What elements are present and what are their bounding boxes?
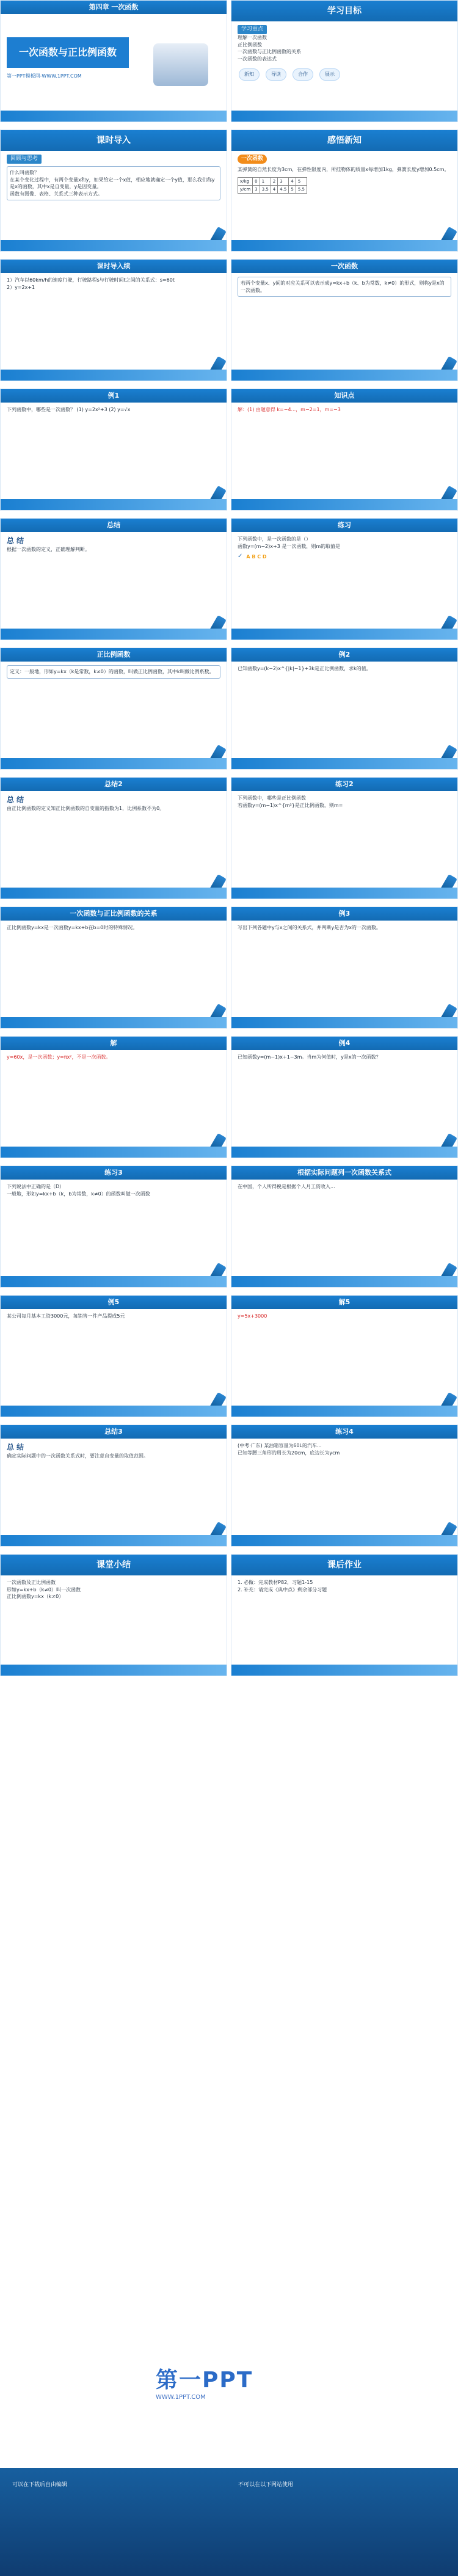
- recap-2: 形如y=kx+b（k≠0）叫一次函数: [7, 1586, 81, 1593]
- goal-2: 正比例函数: [238, 42, 262, 48]
- slide-11-header: 正比例函数: [1, 648, 227, 662]
- slide-24: [231, 1425, 458, 1547]
- goal-4: 一次函数的表达式: [238, 56, 277, 62]
- slide-10-header: 练习: [231, 519, 457, 532]
- slide-2: [231, 0, 458, 122]
- summary-title: 总 结: [7, 536, 24, 545]
- slide-8-footer: [231, 499, 457, 510]
- slide-13: [0, 777, 227, 899]
- slide-7: [0, 389, 227, 511]
- practice4-q1: (中考·广东) 某油箱容量为60L的汽车...: [238, 1443, 322, 1448]
- practice4-q2: 已知等腰三角形的周长为20cm，底边长为ycm: [238, 1450, 340, 1456]
- slide-9-header: 总结: [1, 519, 227, 532]
- slide-26-header: 课后作业: [231, 1555, 457, 1575]
- slide-13-header: 总结2: [1, 778, 227, 791]
- slide-14-footer: [231, 888, 457, 899]
- summary-title: 总 结: [7, 795, 24, 804]
- slide-3-header: 课时导入: [1, 130, 227, 151]
- slide-16-footer: [231, 1017, 457, 1028]
- bottom-banner: [0, 2468, 458, 2576]
- review-text: 什么叫函数？ 在某个变化过程中，有两个变量x和y，如果给定一个x值，相应地就确定一个y值，那么我们称y是x的函数，其中x是自变量，y是因变量。 函数有图像、表格、关系式三种表示方式。: [7, 166, 220, 200]
- practice3-q2: 一般地，形如y=kx+b（k，b为常数，k≠0）的函数叫做一次函数: [7, 1191, 150, 1197]
- slide-23: [0, 1425, 227, 1547]
- slide-26-footer: [231, 1665, 457, 1676]
- slide-2-header: 学习目标: [231, 1, 457, 21]
- slide-25: [0, 1554, 227, 1676]
- practice-q2: 函数y=(m−2)x+3 是一次函数，则m的取值是: [238, 543, 341, 549]
- slide-21-header: 例5: [1, 1296, 227, 1309]
- slide-18: [231, 1036, 458, 1158]
- income-text: 在中国，个人所得税是根据个人月工资收入...: [238, 1184, 335, 1189]
- slide-24-footer: [231, 1535, 457, 1546]
- slide-23-footer: [1, 1535, 227, 1546]
- slide-22-footer: [231, 1406, 457, 1417]
- slide-18-header: 例4: [231, 1037, 457, 1050]
- brand-logo: [156, 2363, 302, 2412]
- node-2: 导读: [266, 68, 286, 81]
- slide-11: [0, 648, 227, 770]
- slide-20-footer: [231, 1276, 457, 1287]
- slide-23-header: 总结3: [1, 1425, 227, 1439]
- slide-8: [231, 389, 458, 511]
- slide-5: [0, 259, 227, 381]
- solution-3: y=60x，是一次函数；y=πx²，不是一次函数。: [7, 1054, 111, 1060]
- homework-1: 1. 必做：完成教材P82，习题1-15: [238, 1580, 313, 1585]
- practice-q1: 下列函数中，是一次函数的是（）: [238, 536, 311, 542]
- example-3: 写出下列各题中y与x之间的关系式，并判断y是否为x的一次函数。: [238, 925, 381, 930]
- slide-9-footer: [1, 629, 227, 640]
- slide-10-footer: [231, 629, 457, 640]
- slide-19: [0, 1166, 227, 1288]
- slide-4-header: 感悟新知: [231, 130, 457, 151]
- slide-14-header: 练习2: [231, 778, 457, 791]
- slide-16: [231, 907, 458, 1029]
- slide-2-footer: [231, 111, 457, 122]
- slide-19-header: 练习3: [1, 1166, 227, 1180]
- slide-6: [231, 259, 458, 381]
- slide-5-header: 课时导入续: [1, 260, 227, 273]
- slide-26: [231, 1554, 458, 1676]
- slide-12-footer: [231, 758, 457, 769]
- goal-3: 一次函数与正比例函数的关系: [238, 49, 301, 55]
- slide-17-footer: [1, 1147, 227, 1158]
- slide-9: [0, 518, 227, 640]
- example-2: 已知函数y=(k−2)x^{|k|−1}+3k是正比例函数，求k的值。: [238, 666, 371, 671]
- example-4: 已知函数y=(m−1)x+1−3m。当m为何值时，y是x的一次函数？: [238, 1054, 381, 1060]
- slide-15-header: 一次函数与正比例函数的关系: [1, 907, 227, 921]
- solution-5: y=5x+3000: [238, 1313, 267, 1319]
- homework-2: 2. 补充：请完成《典中点》剩余部分习题: [238, 1586, 327, 1593]
- practice2-q1: 下列函数中，哪些是正比例函数: [238, 795, 306, 801]
- slide-25-footer: [1, 1665, 227, 1676]
- node-1: 新知: [239, 68, 260, 81]
- goal-1: 理解一次函数: [238, 35, 267, 41]
- review-tag: 回顾与思考: [7, 155, 42, 164]
- slide-3: [0, 130, 227, 252]
- section-tag: 一次函数: [238, 155, 267, 164]
- answer-label: A B C D: [246, 553, 267, 560]
- slide-21: [0, 1295, 227, 1417]
- slide-4-footer: [231, 240, 457, 251]
- slide-24-header: 练习4: [231, 1425, 457, 1439]
- intro-text: 1）汽车以60km/h的速度行驶，行驶路程s与行驶时间t之间的关系式：s=60t 2）y=2x+1: [7, 277, 175, 290]
- slide-10: [231, 518, 458, 640]
- slide-17: [0, 1036, 227, 1158]
- practice2-q2: 若函数y=(m−1)x^{m²}是正比例函数，则m=: [238, 802, 343, 808]
- slide-22-header: 解5: [231, 1296, 457, 1309]
- slide-17-header: 解: [1, 1037, 227, 1050]
- proportional-def: 定义：一般地，形如y=kx（k是常数，k≠0）的函数，叫做正比例函数，其中k叫做比例系数。: [7, 665, 220, 679]
- slide-13-footer: [1, 888, 227, 899]
- slide-8-header: 知识点: [231, 389, 457, 403]
- slide-25-header: 课堂小结: [1, 1555, 227, 1575]
- slide-7-header: 例1: [1, 389, 227, 403]
- slide-7-footer: [1, 499, 227, 510]
- slide-1-footer: [1, 111, 227, 122]
- slide-20: [231, 1166, 458, 1288]
- recap-3: 正比例函数y=kx（k≠0）: [7, 1594, 64, 1600]
- summary-1: 根据一次函数的定义，正确理解判断。: [7, 547, 90, 553]
- recap-1: 一次函数及正比例函数: [7, 1580, 56, 1585]
- slide-18-footer: [231, 1147, 457, 1158]
- slide-21-footer: [1, 1406, 227, 1417]
- slide-6-footer: [231, 370, 457, 381]
- slide-12-header: 例2: [231, 648, 457, 662]
- summary-3: 确定实际问题中的一次函数关系式时，要注意自变量的取值范围。: [7, 1453, 148, 1459]
- slide-4: [231, 130, 458, 252]
- slide-15: [0, 907, 227, 1029]
- solution-1: 解：(1) 由题意得 k=−4...，m−2=1，m=−3: [238, 407, 341, 412]
- bottom-left: 可以在下载后自由编辑: [12, 2482, 68, 2488]
- node-3: 合作: [293, 68, 313, 81]
- def-box: 若两个变量x、y间的对应关系可以表示成y=kx+b（k、b为常数，k≠0）的形式，则称y是x的一次函数。: [238, 277, 451, 297]
- brand-url: WWW.1PPT.COM: [156, 2394, 206, 2401]
- brand-name: 第一PPT: [156, 2368, 253, 2393]
- slide-14: [231, 777, 458, 899]
- learning-tag: 学习重点: [238, 25, 267, 34]
- spring-text: 某弹簧的自然长度为3cm，在弹性限度内，所挂物体的质量x每增加1kg，弹簧长度y增加0.5cm。: [238, 167, 449, 173]
- relation-text: 正比例函数y=kx是一次函数y=kx+b在b=0时的特殊情况。: [7, 925, 138, 930]
- check-icon: ✓: [238, 553, 243, 560]
- slide-19-footer: [1, 1276, 227, 1287]
- slide-1: [0, 0, 227, 122]
- slide-1-url: 第一PPT模板网-WWW.1PPT.COM: [7, 73, 82, 79]
- node-4: 展示: [319, 68, 340, 81]
- slide-1-subtitle: 一次函数与正比例函数: [7, 37, 129, 68]
- slide-12: [231, 648, 458, 770]
- slide-15-footer: [1, 1017, 227, 1028]
- slide-11-footer: [1, 758, 227, 769]
- bottom-right: 不可以在以下网站使用: [238, 2482, 294, 2488]
- decor-shapes: [153, 43, 208, 86]
- summary-2: 由正比例函数的定义知正比例函数的自变量的指数为1，比例系数不为0。: [7, 806, 165, 812]
- slide-22: [231, 1295, 458, 1417]
- slide-20-header: 根据实际问题列一次函数关系式: [231, 1166, 457, 1180]
- slide-6-header: 一次函数: [231, 260, 457, 273]
- summary-title: 总 结: [7, 1443, 24, 1451]
- slide-5-footer: [1, 370, 227, 381]
- slide-3-footer: [1, 240, 227, 251]
- slide-16-header: 例3: [231, 907, 457, 921]
- example-5: 某公司每月基本工资3000元，每销售一件产品提成5元: [7, 1313, 125, 1319]
- slide-1-header: 第四章 一次函数: [1, 1, 227, 14]
- practice3-q1: 下列说法中正确的是（D）: [7, 1184, 65, 1189]
- spring-table: x/kg 0 1 2 3 4 5 y/cm 3 3.5 4 4.5 5 5.5: [238, 177, 307, 194]
- example-1: 下列函数中，哪些是一次函数？ (1) y=2x²+3 (2) y=√x: [7, 407, 131, 412]
